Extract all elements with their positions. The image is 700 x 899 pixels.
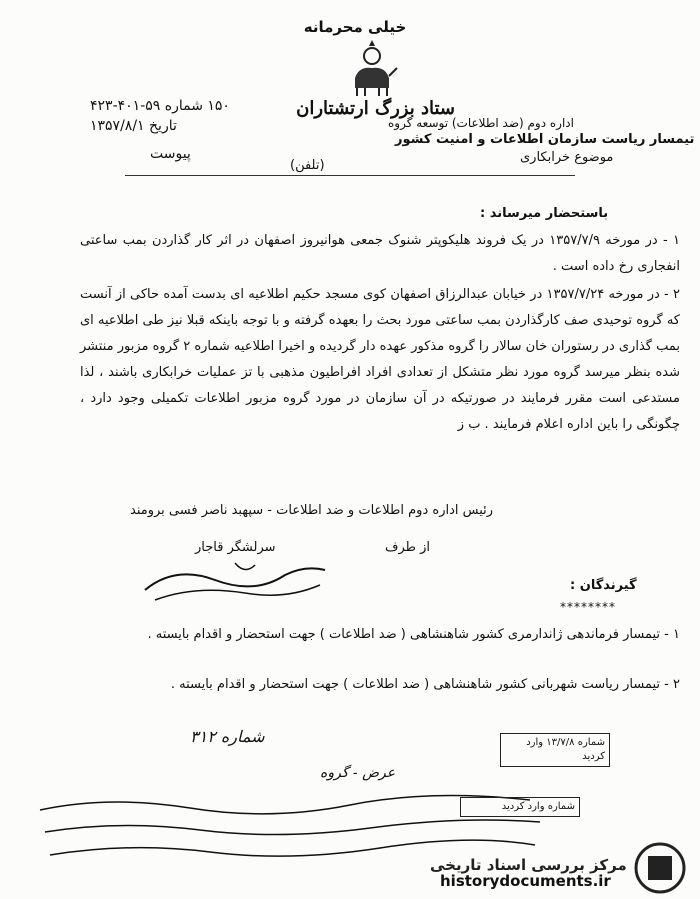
recipients-heading: گیرندگان : [570,578,637,593]
salutation: باستحضار میرساند : [480,206,609,221]
header-divider [125,175,575,176]
handwritten-note-2: عرض - گروه [320,765,396,781]
handwritten-signature-icon [135,555,335,610]
receipt-stamp-1: شماره ۱۳/۷/۸ وارد کردید [500,733,610,767]
paragraph-item-2: ۲ - در مورخه ۱۳۵۷/۷/۲۴ در خیابان عبدالرزاق اصفهان کوی مسجد حکیم اطلاعیه ای بدست آمده حاکی از آنست که گروه توحیدی صف کارگذاردن بمب ساعتی مورد بحث را بعهده گرفته و با توجه باینکه قبلا نیز طی اطلاعیه ای بمب گذاری در رستوران خان سالار را گروه مذکور عهده دار گردیده و اخیرا اطلاعیه شماره ۲ گروه مزبور منتشر شده بنظر میرسد گروه مورد نظر متشکل از تعدادی افراد افراطیون مذهبی با تز عملیات خرابکاری باشند ، لذا مستدعی است مقرر فرمایند در صورتیکه در آن سازمان در مورد گروه مزبور اطلاعات تکمیلی وجود دارد ، چگونگی را باین اداره اعلام فرمایند . ب ز [80,287,680,432]
watermark-title: مرکز بررسی اسناد تاریخی [430,856,627,874]
handwritten-note-1: شماره ۳۱۲ [190,727,265,746]
from-name: سرلشگر قاجار [195,540,276,555]
document-date: تاریخ ۱۳۵۷/۸/۱ [90,118,177,134]
lion-and-sun-emblem-icon [345,38,399,100]
signatory-line: رئیس اداره دوم اطلاعات و ضد اطلاعات - سپهبد ناصر فسی برومند [130,503,494,518]
classification-label: خیلی محرمانه [303,18,407,36]
document-number: ۱۵۰ شماره ۵۹-۴۰۱-۴۲۳ [90,98,230,114]
subject-line [520,150,613,165]
addressee-line: تیمسار ریاست سازمان اطلاعات و امنیت کشور [395,132,695,147]
recipient-item-1: ۱ - تیمسار فرماندهی ژاندارمری کشور شاهنشاهی ( ضد اطلاعات ) جهت استحضار و اقدام بایسته . [147,627,680,642]
watermark-url: historydocuments.ir [440,872,611,890]
organization-title: ستاد بزرگ ارتشتاران [296,98,455,119]
recipient-item-2: ۲ - تیمسار ریاست شهربانی کشور شاهنشاهی ( ضد اطلاعات ) جهت استحضار و اقدام بایسته . [170,677,680,692]
paragraph-item-1: ۱ - در مورخه ۱۳۵۷/۷/۹ در یک فروند هلیکوپتر شنوک جمعی هوانیروز اصفهان در اثر کار گذاردن بمب ساعتی انفجاری رخ داده است . [80,233,680,274]
telephone-note: (تلفن) [290,158,325,173]
receipt-stamp-2: شماره وارد کردید [460,797,580,817]
registration-line: اداره دوم (ضد اطلاعات) توسعه گروه [388,116,574,130]
attachment-label: پیوست [150,146,191,162]
recipients-stars: ******** [560,600,616,614]
subject-value: خرابکاری [520,150,571,165]
subject-label: موضوع [574,150,614,165]
from-label: از طرف [385,540,431,555]
